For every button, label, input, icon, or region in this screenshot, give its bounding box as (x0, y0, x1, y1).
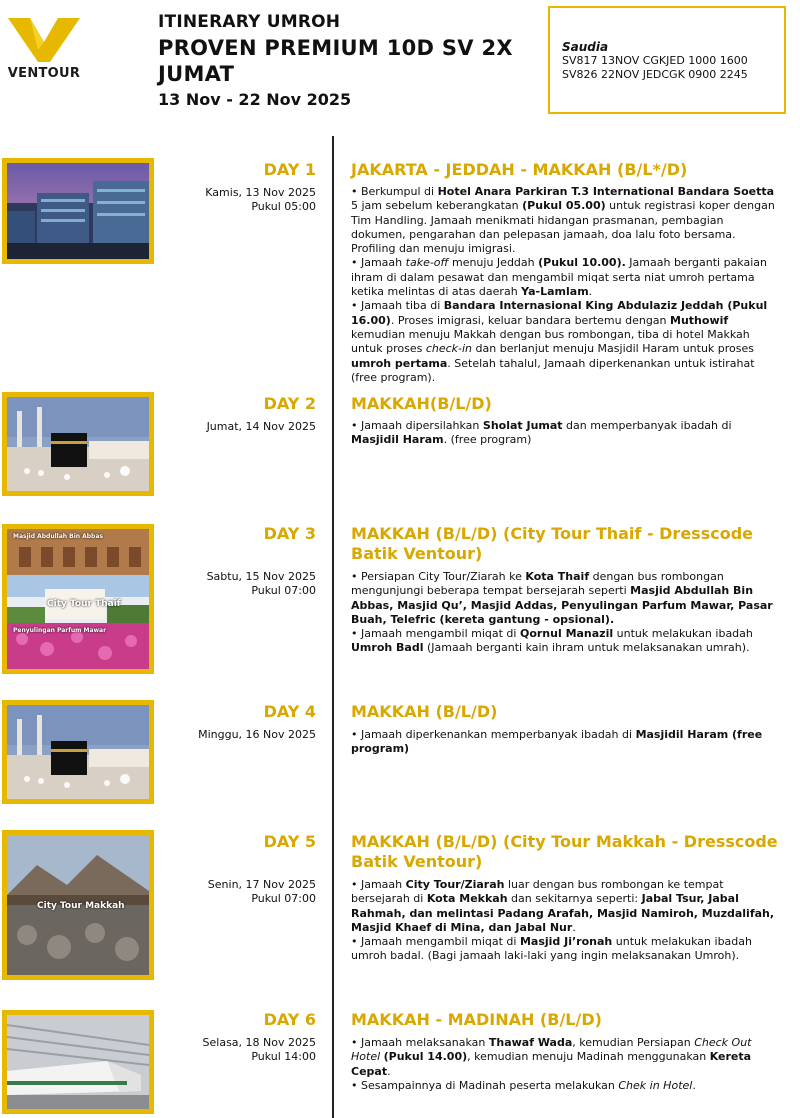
day5-bullet-1: • Jamaah City Tour/Ziarah luar dengan bus rombongan ke tempat bersejarah di Kota Mekkah dan sekitarnya seperti: Jabal Tsur, Jabal Rahmah, dan melintasi Padang Arafah, Masjid Namiroh, Muzdalifah, Masjid Khaef di Mina, dan Jabal Nur. (351, 878, 775, 934)
day2-photo-kaaba (2, 392, 154, 496)
column-divider (332, 136, 334, 1118)
day2-date: Jumat, 14 Nov 2025 (206, 420, 316, 433)
day1-date: Kamis, 13 Nov 2025 (205, 186, 316, 199)
photo-caption: Penyulingan Parfum Mawar (13, 627, 107, 634)
day6-title: MAKKAH - MADINAH (B/L/D) (351, 1010, 602, 1029)
day4-date: Minggu, 16 Nov 2025 (198, 728, 316, 741)
day1-title: JAKARTA - JEDDAH - MAKKAH (B/L*/D) (351, 160, 688, 179)
day5-date: Senin, 17 Nov 2025 (207, 878, 316, 891)
day1-time: Pukul 05:00 (251, 200, 316, 213)
day2-description (351, 419, 781, 448)
day3-date: Sabtu, 15 Nov 2025 (206, 570, 316, 583)
day4-description (351, 728, 781, 757)
day3-title: MAKKAH (B/L/D) (City Tour Thaif - Dresscode Batik Ventour) (351, 524, 753, 563)
day6-description (351, 1036, 781, 1093)
day6-time: Pukul 14:00 (251, 1050, 316, 1063)
day1-photo-hotel (2, 158, 154, 264)
day1-bullet-1: • Berkumpul di Hotel Anara Parkiran T.3 International Bandara Soetta 5 jam sebelum keberangkatan (Pukul 05.00) untuk registrasi koper dengan Tim Handling. Jamaah menikmati hidangan prasmanan, pembagian dokumen, pengarahan dan pelepasan jamaah, doa lalu foto bersama. Profiling dan menuju imigrasi. (351, 185, 775, 256)
day3-label: DAY 3 (263, 524, 316, 543)
day6-label: DAY 6 (263, 1010, 316, 1029)
photo-caption: City Tour Thaif (47, 599, 121, 609)
day6-bullet-1: • Jamaah melaksanakan Thawaf Wada, kemudian Persiapan Check Out Hotel (Pukul 14.00), kemudian menuju Madinah menggunakan Kereta Cepat. (351, 1036, 752, 1078)
day3-time: Pukul 07:00 (251, 584, 316, 597)
day5-label: DAY 5 (263, 832, 316, 851)
day4-label: DAY 4 (263, 702, 316, 721)
day5-time: Pukul 07:00 (251, 892, 316, 905)
title-line-1: ITINERARY UMROH (158, 12, 341, 32)
day1-description (351, 185, 781, 385)
day3-bullet-2: • Jamaah mengambil miqat di Qornul Manazil untuk melakukan ibadah Umroh Badl (Jamaah berganti kain ihram untuk melaksanakan umrah). (351, 627, 753, 655)
itinerary-title (158, 12, 538, 109)
ventour-v-icon (6, 16, 82, 68)
day6-photo-train (2, 1010, 154, 1114)
day3-bullet-1: • Persiapan City Tour/Ziarah ke Kota Thaif dengan bus rombongan mengunjungi beberapa tempat bersejarah seperti Masjid Abdullah Bin Abbas, Masjid Qu’, Masjid Addas, Penyulingan Parfum Mawar, Pasar Buah, Telefric (kereta gantung - opsional). (351, 570, 773, 626)
day5-photo-makkah (2, 830, 154, 980)
day4-bullet-1: • Jamaah diperkenankan memperbanyak ibadah di Masjidil Haram (free program) (351, 728, 763, 756)
day1-bullet-2: • Jamaah take-off menuju Jeddah (Pukul 10.00). Jamaah berganti pakaian ihram di dalam pesawat dan mengambil miqat serta niat umroh pertama ketika melintas di atas daerah Ya-Lamlam. (351, 256, 767, 299)
day6-date: Selasa, 18 Nov 2025 (202, 1036, 316, 1049)
day3-description (351, 570, 781, 656)
day1-label: DAY 1 (263, 160, 316, 179)
day5-title: MAKKAH (B/L/D) (City Tour Makkah - Dresscode Batik Ventour) (351, 832, 778, 871)
flight-info-box (548, 6, 786, 114)
airline-name: Saudia (562, 40, 609, 54)
day2-label: DAY 2 (263, 394, 316, 413)
title-line-2: PROVEN PREMIUM 10D SV 2X (158, 36, 513, 60)
day3-photo-thaif (2, 524, 154, 674)
day5-bullet-2: • Jamaah mengambil miqat di Masjid Ji’ronah untuk melakukan ibadah umroh badal. (Bagi jamaah laki-laki yang ingin melaksanakan Umroh). (351, 935, 752, 963)
day6-bullet-2: • Sesampainnya di Madinah peserta melakukan Chek in Hotel. (351, 1078, 696, 1092)
flight-leg: SV826 22NOV JEDCGK 0900 2245 (562, 68, 748, 81)
trip-dates: 13 Nov - 22 Nov 2025 (158, 90, 352, 109)
day4-photo-kaaba (2, 700, 154, 804)
day1-bullet-3: • Jamaah tiba di Bandara Internasional King Abdulaziz Jeddah (Pukul 16.00). Proses imigrasi, keluar bandara bertemu dengan Muthowif kemudian menuju Makkah dengan bus rombongan, tiba di hotel Makkah untuk proses check-in dan berlanjut menuju Masjidil Haram untuk proses umroh pertama. Setelah tahalul, Jamaah diperkenankan untuk istirahat (free program). (351, 299, 768, 384)
photo-caption: City Tour Makkah (37, 901, 125, 911)
flight-leg: SV817 13NOV CGKJED 1000 1600 (562, 54, 748, 67)
day2-bullet-1: • Jamaah dipersilahkan Sholat Jumat dan memperbanyak ibadah di Masjidil Haram. (free program) (351, 419, 732, 447)
day4-title: MAKKAH (B/L/D) (351, 702, 498, 721)
photo-caption: Masjid Abdullah Bin Abbas (13, 533, 103, 540)
brand-name: VENTOUR (7, 66, 81, 81)
day5-description (351, 878, 781, 964)
title-line-3: JUMAT (158, 62, 235, 86)
day2-title: MAKKAH(B/L/D) (351, 394, 492, 413)
